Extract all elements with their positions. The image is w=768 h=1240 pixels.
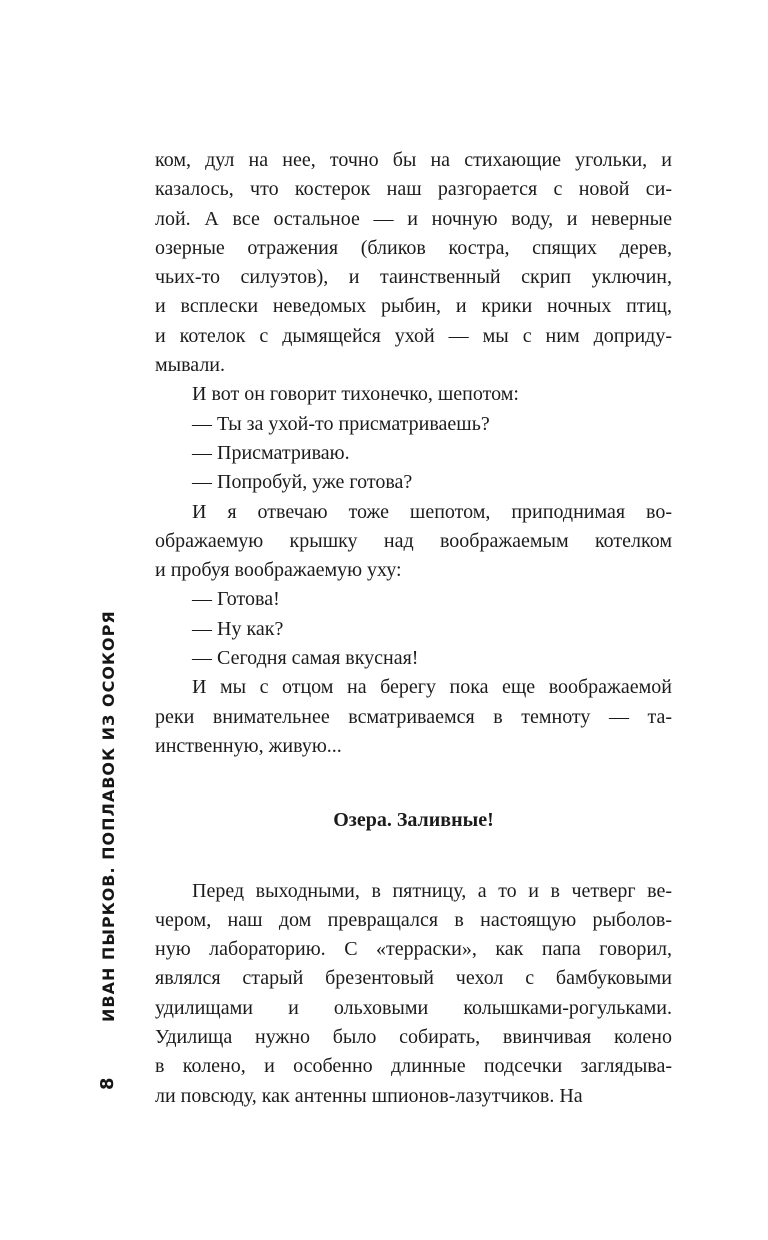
text-line: ображаемую крышку над воображаемым котелком (155, 529, 672, 552)
paragraph (155, 644, 672, 673)
text-line: и котелок с дымящейся ухой — мы с ним доприду- (155, 324, 672, 347)
text-line: И вот он говорит тихонечко, шепотом: (192, 383, 519, 406)
paragraph (155, 498, 672, 586)
paragraph (155, 410, 672, 439)
text-line: ли повсюду, как антенны шпионов-лазутчиков. На (155, 1084, 583, 1107)
paragraph (155, 673, 672, 761)
text-line: чером, наш дом превращался в настоящую рыболов- (155, 908, 672, 931)
paragraph (155, 439, 672, 468)
text-line: чьих-то силуэтов), и таинственный скрип уключин, (155, 266, 672, 289)
text-line: мывали. (155, 354, 226, 377)
text-line: и пробуя воображаемую уху: (155, 559, 402, 582)
text-line: ную лабораторию. С «терраски», как папа говорил, (155, 938, 672, 961)
text-line: озерные отражения (бликов костра, спящих дерев, (155, 236, 672, 259)
text-line: в колено, и особенно длинные подсечки заглядыва- (155, 1055, 672, 1078)
text-line: — Ты за ухой-то присматриваешь? (192, 412, 490, 435)
text-line: казалось, что костерок наш разгорается с новой си- (155, 178, 672, 201)
text-line: — Готова! (192, 588, 280, 611)
paragraph (155, 585, 672, 614)
paragraph (155, 615, 672, 644)
page-text (155, 146, 672, 1111)
text-line: лой. А все остальное — и ночную воду, и неверные (155, 207, 672, 230)
text-line: инственную, живую... (155, 734, 342, 757)
paragraph (155, 468, 672, 497)
text-line: являлся старый брезентовый чехол с бамбуковыми (155, 967, 672, 990)
text-line: Перед выходными, в пятницу, а то и в четверг ве- (192, 879, 672, 902)
text-line: И я отвечаю тоже шепотом, приподнимая во- (192, 500, 672, 523)
paragraph (155, 380, 672, 409)
spine-title: ИВАН ПЫРКОВ. ПОПЛАВОК ИЗ ОСОКОРЯ (99, 610, 118, 1022)
paragraph (155, 146, 672, 380)
page-number: 8 (97, 1077, 118, 1090)
text-line: — Сегодня самая вкусная! (192, 647, 419, 670)
text-line: И мы с отцом на берегу пока еще воображаемой (192, 676, 672, 699)
text-line: — Присматриваю. (192, 441, 350, 464)
text-line: — Ну как? (192, 617, 284, 640)
text-line: ком, дул на нее, точно бы на стихающие угольки, и (155, 149, 672, 171)
text-line: и всплески неведомых рыбин, и крики ночных птиц, (155, 295, 672, 318)
text-line: реки внимательнее всматриваемся в темноту — та- (155, 705, 672, 728)
text-line: удилищами и ольховыми колышками-рогульками. (155, 996, 672, 1019)
text-line: — Попробуй, уже готова? (192, 471, 413, 494)
text-line: Удилища нужно было собирать, ввинчивая колено (155, 1026, 672, 1049)
section-heading: Озера. Заливные! (333, 809, 494, 832)
paragraph (155, 877, 672, 1111)
